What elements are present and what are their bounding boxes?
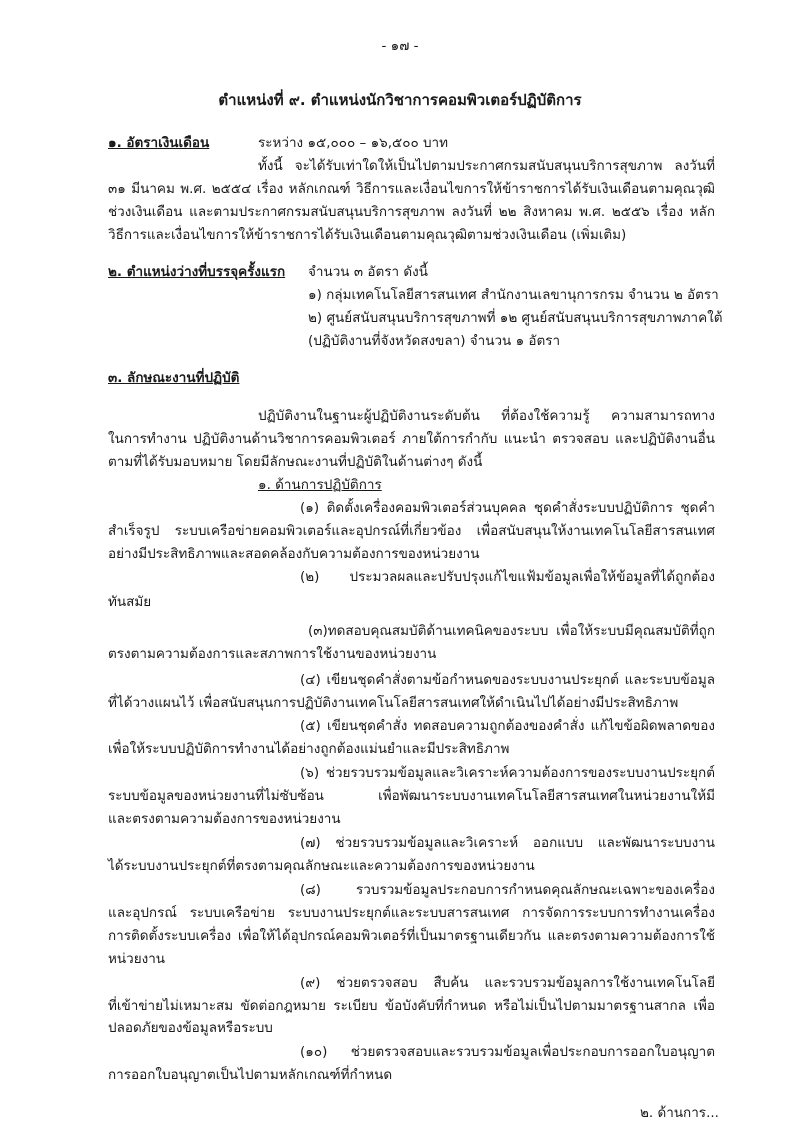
duty-line: อย่างมีประสิทธิภาพและสอดคล้องกับความต้องการของหน่วยงาน <box>108 546 480 562</box>
duty-line: การติดตั้งระบบเครื่อง เพื่อให้ได้อุปกรณ์คอมพิวเตอร์ที่เป็นมาตรฐานเดียวกัน และตรงตามความต้องการใช้ <box>108 928 715 944</box>
section3-intro-line: ปฏิบัติงานในฐานะผู้ปฏิบัติงานระดับต้น ที่ต้องใช้ความรู้ ความสามารถทาง <box>258 408 715 424</box>
duty-line: ได้ระบบงานประยุกต์ที่ตรงตามคุณลักษณะและความต้องการของหน่วยงาน <box>108 858 535 874</box>
section2-heading: ๒. ตำแหน่งว่างที่บรรจุครั้งแรก <box>108 264 286 280</box>
page-number: - ๑๗ - <box>381 38 419 54</box>
duty-line: (๓)ทดสอบคุณสมบัติด้านเทคนิคของระบบ เพื่อให้ระบบมีคุณสมบัติที่ถูก <box>308 623 715 639</box>
duty-line: (๔) เขียนชุดคำสั่งตามข้อกำหนดของระบบงานประยุกต์ และระบบข้อมูล <box>300 672 715 688</box>
salary-range: ระหว่าง ๑๕,๐๐๐ – ๑๖,๕๐๐ บาท <box>258 135 449 151</box>
duty-line: (๑) ติดตั้งเครื่องคอมพิวเตอร์ส่วนบุคคล ชุดคำสั่งระบบปฏิบัติการ ชุดคำ <box>300 500 715 516</box>
duty-line: ที่เข้าข่ายไม่เหมาะสม ขัดต่อกฎหมาย ระเบียบ ข้อบังคับที่กำหนด หรือไม่เป็นไปตามมาตรฐานสากล เพื่อ <box>108 998 715 1014</box>
section3-heading: ๓. ลักษณะงานที่ปฏิบัติ <box>108 370 240 386</box>
duty-line: ปลอดภัยของข้อมูลหรือระบบ <box>108 1020 273 1036</box>
page-title: ตำแหน่งที่ ๙. ตำแหน่งนักวิชาการคอมพิวเตอร์ปฏิบัติการ <box>218 91 582 109</box>
duty-line: (๒) ประมวลผลและปรับปรุงแก้ไขแฟ้มข้อมูลเพื่อให้ข้อมูลที่ได้ถูกต้อง <box>300 569 715 585</box>
duty-line: (๗) ช่วยรวบรวมข้อมูลและวิเคราะห์ ออกแบบ และพัฒนาระบบงาน <box>300 835 715 851</box>
section2-line: ๒) ศูนย์สนับสนุนบริการสุขภาพที่ ๑๒ ศูนย์สนับสนุนบริการสุขภาพภาคใต้ <box>308 310 723 326</box>
section3-intro-line: ตามที่ได้รับมอบหมาย โดยมีลักษณะงานที่ปฏิบัติในด้านต่างๆ ดังนี้ <box>108 454 483 470</box>
duty-line: (๖) ช่วยรวบรวมข้อมูลและวิเคราะห์ความต้องการของระบบงานประยุกต์ <box>300 765 715 781</box>
duty-line: ระบบข้อมูลของหน่วยงานที่ไม่ซับซ้อน เพื่อพัฒนาระบบงานเทคโนโลยีสารสนเทศในหน่วยงานให้มี <box>108 788 715 804</box>
duty-line: (๘) รวบรวมข้อมูลประกอบการกำหนดคุณลักษณะเฉพาะของเครื่อง <box>300 882 715 898</box>
section1-line: ทั้งนี้ จะได้รับเท่าใดให้เป็นไปตามประกาศกรมสนับสนุนบริการสุขภาพ ลงวันที่ <box>258 158 715 174</box>
duty-line: (๑๐) ช่วยตรวจสอบและรวบรวมข้อมูลเพื่อประกอบการออกใบอนุญาต <box>300 1044 715 1060</box>
position-count: จำนวน ๓ อัตรา ดังนี้ <box>308 264 428 280</box>
duty-line: และตรงตามความต้องการของหน่วยงาน <box>108 811 341 827</box>
duty-line: (๙) ช่วยตรวจสอบ สืบค้น และรวบรวมข้อมูลการใช้งานเทคโนโลยี <box>300 975 715 991</box>
section1-line: ช่วงเงินเดือน และตามประกาศกรมสนับสนุนบริการสุขภาพ ลงวันที่ ๒๒ สิงหาคม พ.ศ. ๒๕๕๖ เรื่อง หลัก <box>108 204 715 220</box>
duty-line: และอุปกรณ์ ระบบเครือข่าย ระบบงานประยุกต์และระบบสารสนเทศ การจัดการระบบการทำงานเครื่อง <box>108 905 715 921</box>
subsection-heading: ๑. ด้านการปฏิบัติการ <box>258 477 382 493</box>
section2-line: (ปฏิบัติงานที่จังหวัดสงขลา) จำนวน ๑ อัตรา <box>308 333 561 349</box>
duty-line: การออกใบอนุญาตเป็นไปตามหลักเกณฑ์ที่กำหนด <box>108 1067 393 1083</box>
duty-line: เพื่อให้ระบบปฏิบัติการทำงานได้อย่างถูกต้องแม่นยำและมีประสิทธิภาพ <box>108 741 510 757</box>
section3-intro-line: ในการทำงาน ปฏิบัติงานด้านวิชาการคอมพิวเตอร์ ภายใต้การกำกับ แนะนำ ตรวจสอบ และปฏิบัติงานอื่น <box>108 431 715 447</box>
duty-line: ที่ได้วางแผนไว้ เพื่อสนับสนุนการปฏิบัติงานเทคโนโลยีสารสนเทศให้ดำเนินไปได้อย่างมีประสิทธิภาพ <box>108 695 679 711</box>
section1-heading: ๑. อัตราเงินเดือน <box>108 135 210 151</box>
duty-line: ทันสมัย <box>108 594 152 610</box>
duty-line: หน่วยงาน <box>108 951 166 967</box>
continuation-note: ๒. ด้านการ... <box>640 1105 719 1121</box>
section1-line: ๓๑ มีนาคม พ.ศ. ๒๕๕๔ เรื่อง หลักเกณฑ์ วิธีการและเงื่อนไขการให้ข้าราชการได้รับเงินเดือนตามคุณวุฒิ <box>108 181 715 197</box>
section1-line: วิธีการและเงื่อนไขการให้ข้าราชการได้รับเงินเดือนตามคุณวุฒิตามช่วงเงินเดือน (เพิ่มเติม) <box>108 227 627 243</box>
duty-line: สำเร็จรูป ระบบเครือข่ายคอมพิวเตอร์และอุปกรณ์ที่เกี่ยวข้อง เพื่อสนับสนุนให้งานเทคโนโลยีสารสนเทศ <box>108 523 715 539</box>
duty-line: (๕) เขียนชุดคำสั่ง ทดสอบความถูกต้องของคำสั่ง แก้ไขข้อผิดพลาดของ <box>300 718 715 734</box>
duty-line: ตรงตามความต้องการและสภาพการใช้งานของหน่วยงาน <box>108 646 437 662</box>
section2-line: ๑) กลุ่มเทคโนโลยีสารสนเทศ สำนักงานเลขานุการกรม จำนวน ๒ อัตรา <box>308 287 719 303</box>
